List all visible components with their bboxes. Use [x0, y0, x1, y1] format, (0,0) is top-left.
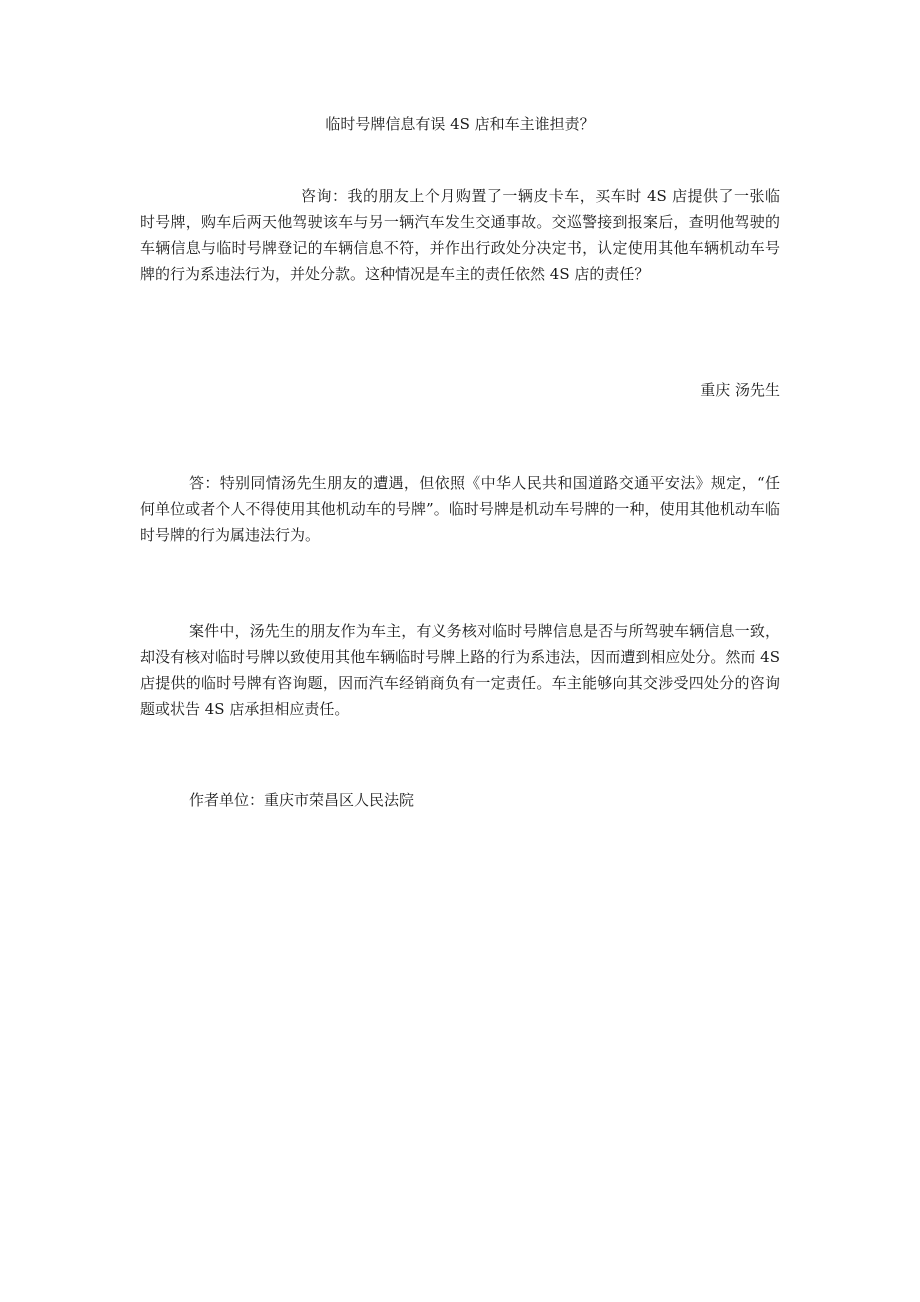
signature-line: 重庆 汤先生	[700, 381, 780, 399]
article-title: 临时号牌信息有误 4S 店和车主谁担责？	[325, 115, 595, 133]
answer-paragraph: 答：特别同情汤先生朋友的遭遇，但依照《中华人民共和国道路交通平安法》规定，“任何单位或者个人不得使用其他机动车的号牌”。临时号牌是机动车号牌的一种，使用其他机动车临时号牌的行为属违法行为。	[140, 474, 780, 544]
consultation-paragraph: 咨询：我的朋友上个月购置了一辆皮卡车，买车时 4S 店提供了一张临时号牌，购车后两天他驾驶该车与另一辆汽车发生交通事故。交巡警接到报案后，查明他驾驶的车辆信息与临时号牌登记的车辆信息不符，并作出行政处分决定书，认定使用其他车辆机动车号牌的行为系违法行为，并处分款。这种情况是车主的责任依然 4S 店的责任？	[140, 187, 780, 283]
author-affiliation: 作者单位：重庆市荣昌区人民法院	[189, 791, 415, 809]
case-analysis-paragraph: 案件中，汤先生的朋友作为车主，有义务核对临时号牌信息是否与所驾驶车辆信息一致，却没有核对临时号牌以致使用其他车辆临时号牌上路的行为系违法，因而遭到相应处分。然而 4S 店提供的临时号牌有咨询题，因而汽车经销商负有一定责任。车主能够向其交涉受四处分的咨询题或状告 4S 店承担相应责任。	[140, 622, 780, 718]
